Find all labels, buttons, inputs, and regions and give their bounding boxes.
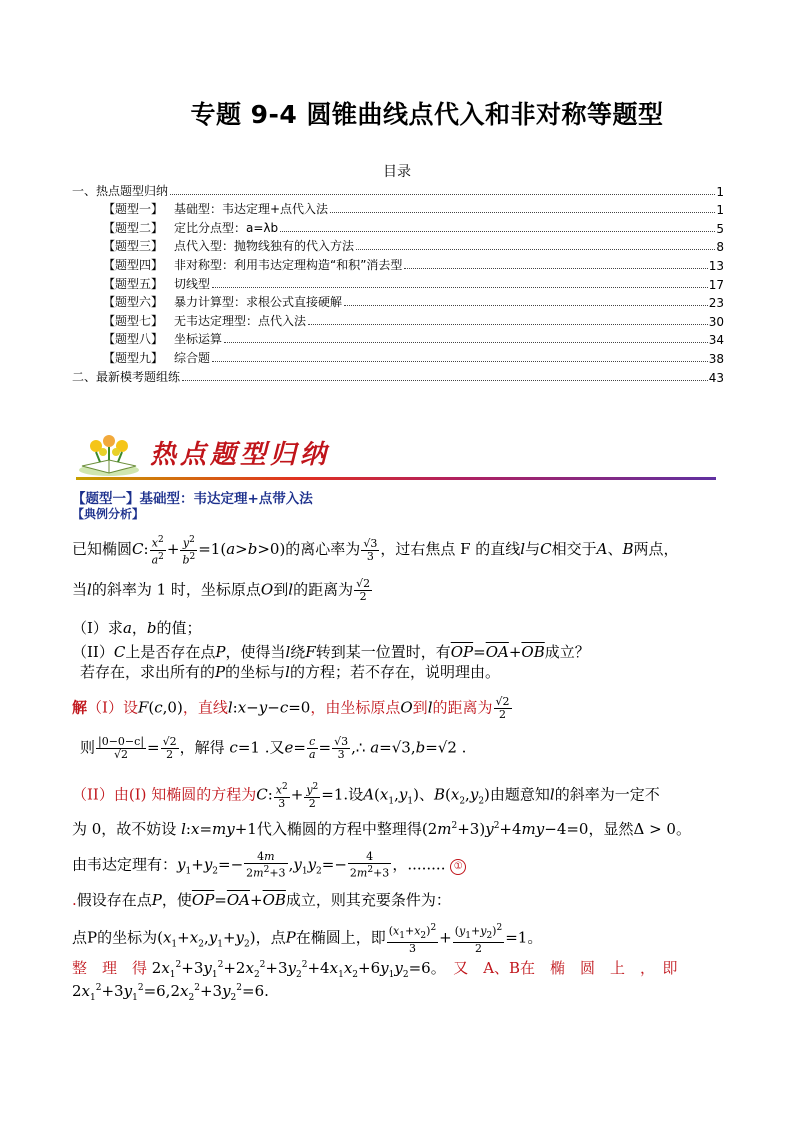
solution-line-5: 由韦达定理有：$y_1+y_2=-$ $\frac{4m}{2m^2+3}$ $,y_1y_2=-$ $\frac{4}{2m^2+3}$ ，........ ① — [72, 851, 466, 880]
toc-leader-dots — [212, 361, 708, 362]
problem-line-2: 当l的斜率为 1 时，坐标原点O到l的距离为 $\frac{√2}{2}$ — [72, 577, 371, 603]
equation-marker: ① — [450, 859, 466, 875]
toc-entry-label: 坐标运算 — [174, 332, 223, 347]
toc-entry-page: 34 — [708, 333, 724, 348]
solution-line-4: 为 0，故不妨设 l:x=my+1代入椭圆的方程中整理得$(2m^2+3)y^2+4my-4=0$，显然Δ > 0。 — [72, 820, 691, 838]
toc-entry-page: 38 — [708, 351, 724, 366]
toc-entry[interactable] — [72, 292, 724, 311]
toc-entry-tag: 【题型五】 — [103, 276, 164, 291]
question-1: （I）求a，b的值； — [72, 619, 202, 637]
toc-leader-dots — [170, 194, 715, 195]
toc-leader-dots — [356, 249, 715, 250]
toc-entry-label: 暴力计算型：求根公式直接硬解 — [174, 295, 343, 310]
toc-entry[interactable] — [72, 273, 724, 292]
toc-entry-label: 无韦达定理型：点代入法 — [174, 313, 307, 328]
toc-entry[interactable] — [72, 236, 724, 255]
toc-leader-dots — [344, 305, 708, 306]
toc-entry-label: 一、热点题型归纳 — [72, 183, 169, 198]
toc-entry-label: 基础型：韦达定理+点代入法 — [174, 202, 329, 217]
toc-entry-tag: 【题型八】 — [103, 332, 164, 347]
toc-entry[interactable] — [72, 180, 724, 199]
solution-line-3: （II）由(I) 知椭圆的方程为C: $\frac{x^2}{3}$ + $\frac{y^2}{2}$ =1.设$A(x_1,y_1)$、$B(x_2,y_2)$由题意知l的斜率为一定不 — [72, 782, 660, 810]
toc-entry-tag: 【题型四】 — [103, 257, 164, 272]
toc-entry-label: 切线型 — [174, 276, 211, 291]
problem-line-1: 已知椭圆C: $\frac{x^2}{a^2}$ + $\frac{y^2}{b^2}$ =1(a>b>0)的离心率为 $\frac{√3}{3}$ ，过右焦点 F 的直线l与C相交于A、B两点， — [72, 535, 679, 567]
toc-entry-tag: 【题型六】 — [103, 295, 164, 310]
toc-entry-page: 17 — [708, 277, 724, 292]
toc-entry-page: 8 — [716, 240, 724, 255]
solution-line-9: $2x_1^2+3y_1^2=6,2x_2^2+3y_2^2=6$. — [72, 982, 269, 1003]
toc-leader-dots — [330, 212, 715, 213]
toc-entry-label: 二、最新模考题组练 — [72, 369, 181, 384]
toc-entry-tag: 【题型七】 — [103, 313, 164, 328]
toc-leader-dots — [212, 287, 708, 288]
toc-entry-label: 非对称型：利用韦达定理构造“和积”消去型 — [174, 257, 403, 272]
toc-entry[interactable] — [72, 199, 724, 218]
toc-entry-label: 综合题 — [174, 350, 211, 365]
toc-entry[interactable] — [72, 217, 724, 236]
question-2-cont: 若存在，求出所有的P的坐标与l的方程；若不存在，说明理由。 — [80, 663, 500, 681]
toc-entry-page: 13 — [708, 258, 724, 273]
toc-entry-tag: 【题型二】 — [103, 220, 164, 235]
toc-entry[interactable] — [72, 366, 724, 385]
toc-entry[interactable] — [72, 329, 724, 348]
example-analysis-label: 【典例分析】 — [72, 507, 145, 521]
toc-entry-tag: 【题型一】 — [103, 202, 164, 217]
toc-entry-label: 点代入型：抛物线独有的代入方法 — [174, 239, 355, 254]
banner-title: 热点题型归纳 — [150, 440, 331, 470]
toc-entry-tag: 【题型三】 — [103, 239, 164, 254]
toc-entry-page: 23 — [708, 296, 724, 311]
toc-leader-dots — [224, 342, 708, 343]
toc-entry[interactable] — [72, 310, 724, 329]
toc-entry[interactable] — [72, 254, 724, 273]
toc-leader-dots — [280, 231, 715, 232]
toc-entry-page: 1 — [716, 184, 724, 199]
solution-line-6: .假设存在点P，使$\overline{OP}=\overline{OA}+\overline{OB}$成立，则其充要条件为： — [72, 891, 451, 909]
solution-line-1: 解（I）设F(c,0)，直线l:x−y−c=0，由坐标原点O到l的距离为 $\frac{√2}{2}$ — [72, 695, 510, 721]
toc-entry-page: 30 — [708, 314, 724, 329]
toc-heading: 目录 — [383, 164, 411, 180]
toc-leader-dots — [308, 324, 708, 325]
toc-leader-dots — [182, 380, 708, 381]
table-of-contents — [72, 180, 724, 385]
question-2: （II）C上是否存在点P，使得当l绕F转到某一位置时，有$\overline{OP}=\overline{OA}+\overline{OB}$成立？ — [72, 643, 590, 661]
solution-line-2: 则 $\frac{|0-0-c|}{√2}$ = $\frac{√2}{2}$ ，解得 c=1 .又e= $\frac{c}{a}$ = $\frac{√3}{3}$ ,∴ a=√3,b=√2 . — [80, 735, 467, 761]
question-type-title: 【题型一】基础型：韦达定理+点带入法 — [72, 491, 313, 507]
solution-line-8: 整 理 得 $2x_1^2+3y_1^2+2x_2^2+3y_2^2+4x_1x_2+6y_1y_2=6$。 又 A、B在 椭 圆 上 ， 即 — [72, 959, 678, 980]
toc-entry-tag: 【题型九】 — [103, 350, 164, 365]
page-title: 专题 9-4 圆锥曲线点代入和非对称等题型 — [190, 100, 664, 129]
solution-line-7: 点P的坐标为$(x_1+x_2,y_1+y_2)$，点P在椭圆上，即 $\frac{(x_1+x_2)^2}{3}$ + $\frac{(y_1+y_2)^2}{2}$ =1。 — [72, 923, 543, 955]
toc-leader-dots — [404, 268, 707, 269]
toc-entry-page: 43 — [708, 370, 724, 385]
toc-entry[interactable] — [72, 347, 724, 366]
toc-entry-page: 5 — [716, 221, 724, 236]
book-flower-icon — [76, 432, 142, 478]
toc-entry-page: 1 — [716, 203, 724, 218]
section-banner — [76, 432, 716, 480]
toc-entry-label: 定比分点型：a=λb — [174, 220, 279, 235]
banner-underline — [76, 477, 716, 480]
